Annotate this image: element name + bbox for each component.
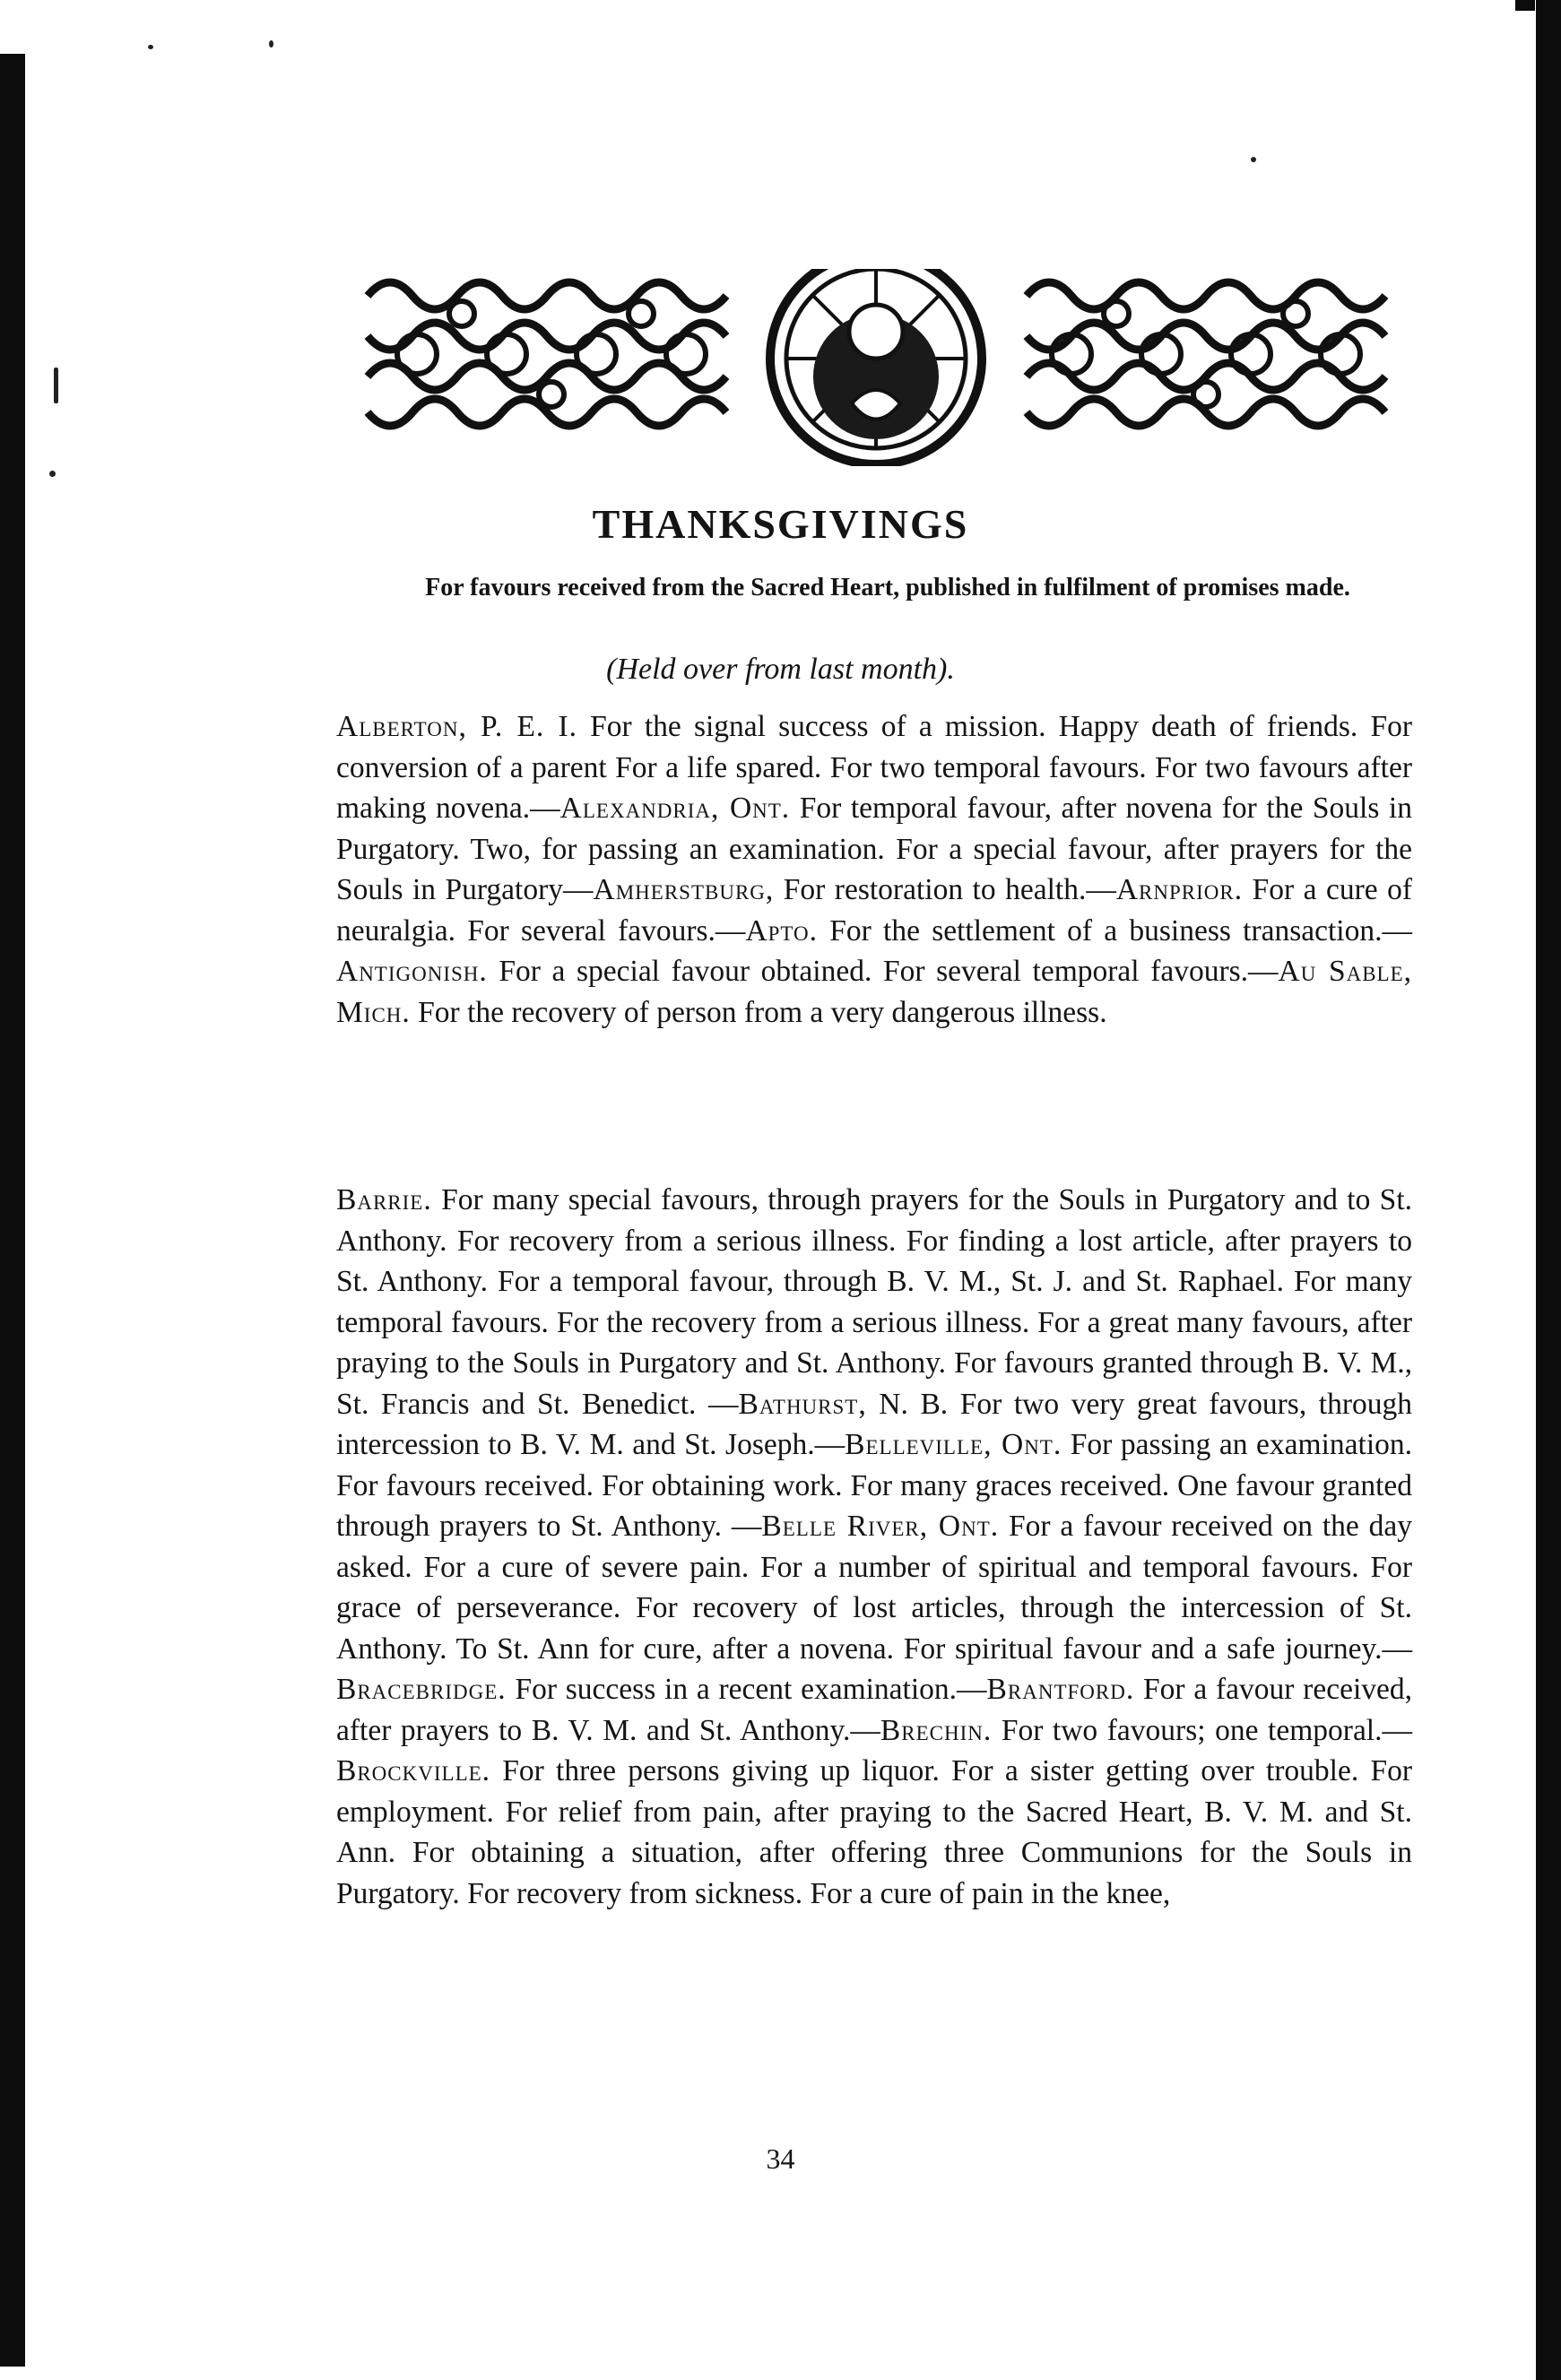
place-name: Arnprior.: [1115, 873, 1244, 906]
held-over-note: (Held over from last month).: [606, 653, 955, 686]
place-name: Brechin.: [880, 1713, 993, 1747]
place-name: Apto.: [745, 913, 819, 948]
entry-text: For a special favour obtained. For several temporal favours.—: [487, 955, 1279, 988]
page-title: THANKSGIVINGS: [592, 501, 969, 547]
place-name: Barrie.: [336, 1183, 432, 1216]
place-name: Bathurst,: [738, 1387, 867, 1421]
page-number: 34: [766, 2142, 795, 2175]
sacred-heart-medallion-icon: [770, 269, 982, 464]
entry-text: For three persons giving up liquor. For a sister getting over trouble. For employment. For relief from pain, after praying to the Sacred Heart, B. V. M. and St. Ann. For obtaining a situation, after offering three Communions for the Souls in Purgatory. For recovery from sickness. For a cure of pain in the knee,: [336, 1754, 1412, 1910]
place-name: Amherstburg,: [593, 873, 775, 906]
entry-text: For a favour received, after prayers to B. V. M. and St. Anthony.—: [336, 1673, 1412, 1747]
place-name: Belleville, Ont.: [845, 1428, 1062, 1461]
entry-text: For two favours; one temporal.—: [992, 1713, 1412, 1747]
scan-speck: [148, 45, 153, 49]
scan-speck: [269, 40, 273, 48]
entry-text: For restoration to health.—: [774, 873, 1116, 906]
entry-text: For a favour received on the day asked. For a cure of severe pain. For a number of spiritual and temporal favours. For grace of perseverance. For recovery of lost articles, through the intercession of St. Anthony. To St. Ann for cure, after a novena. For spiritual favour and a safe journey.—: [336, 1510, 1412, 1666]
entry-text: For the recovery of person from a very dangerous illness.: [410, 995, 1107, 1029]
place-name: Au Sable, Mich.: [336, 955, 1413, 1029]
scan-left-border: [0, 54, 25, 2367]
scan-speck: [54, 368, 58, 403]
ornamental-headpiece: [363, 269, 1390, 466]
scan-speck: [1251, 157, 1256, 162]
place-name: Alexandria, Ont.: [559, 792, 791, 825]
entry-text: For many special favours, through prayers for the Souls in Purgatory and to St. Anthony. For recovery from a serious illness. For finding a lost article, after prayers to St. Anthony. For a temporal favour, through B. V. M., St. J. and St. Raphael. For many temporal favours. For the recovery from a serious illness. For a great many favours, after praying to the Souls in Purgatory and St. Anthony. For favours granted through B. V. M., St. Francis and St. Benedict. —: [336, 1183, 1412, 1421]
thanksgiving-paragraph: [336, 706, 1412, 1033]
place-name: Brockville.: [336, 1754, 491, 1787]
scan-corner-mark: [1515, 0, 1535, 11]
place-name: Antigonish.: [336, 955, 488, 988]
place-name: Alberton, P. E. I.: [336, 710, 577, 743]
entry-text: For the settlement of a business transaction.—: [818, 913, 1412, 948]
entry-text: For the signal success of a mission. Happy death of friends. For conversion of a parent For a life spared. For two temporal favours. For two favours after making novena.—: [336, 710, 1413, 825]
entry-text: For passing an examination. For favours received. For obtaining work. For many graces received. One favour granted through prayers to St. Anthony. —: [336, 1428, 1413, 1543]
entry-text: For success in a recent examination.—: [506, 1673, 987, 1706]
thanksgiving-paragraph: [336, 1180, 1412, 1914]
entry-text: For temporal favour, after novena for the Souls in Purgatory. Two, for passing an examination. For a special favour, after prayers for the Souls in Purgatory—: [336, 792, 1412, 906]
scan-right-border: [1536, 0, 1561, 2380]
page-subtitle: For favours received from the Sacred Heart, published in fulfilment of promises made.: [425, 574, 1350, 601]
entry-text: For a cure of neuralgia. For several favours.—: [336, 873, 1412, 948]
place-name: Brantford.: [986, 1673, 1135, 1706]
place-name: Bracebridge.: [336, 1673, 507, 1706]
scan-speck: [49, 471, 56, 477]
place-name: Belle River, Ont.: [761, 1510, 1000, 1543]
entry-text: N. B. For two very great favours, through intercession to B. V. M. and St. Joseph.—: [336, 1387, 1412, 1461]
